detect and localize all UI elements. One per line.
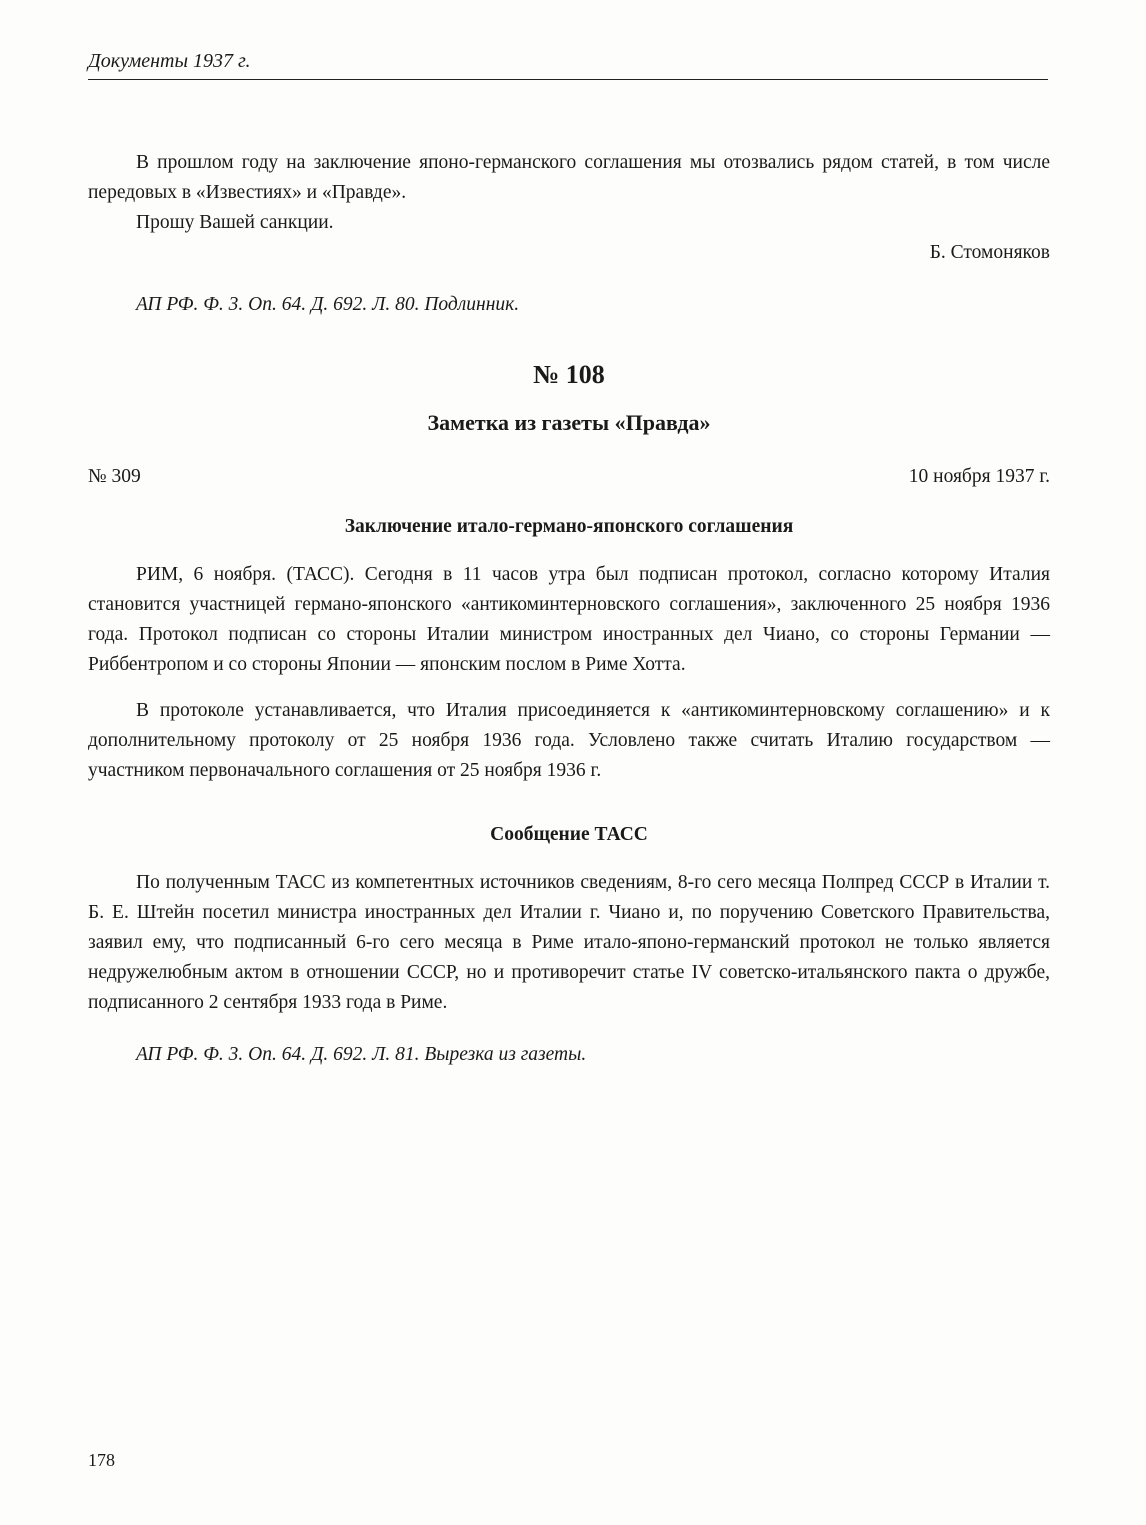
header-rule (88, 79, 1048, 80)
issue-meta-row (88, 462, 1050, 492)
running-header: Документы 1937 г. (88, 50, 251, 72)
issue-number: № 309 (88, 466, 141, 487)
archive-reference-prev: АП РФ. Ф. 3. Оп. 64. Д. 692. Л. 80. Подлинник. (136, 294, 520, 315)
section-1-paragraph-1: РИМ, 6 ноября. (ТАСС). Сегодня в 11 часов утра был подписан протокол, согласно которому Италия становится участницей германо-японского «антикоминтерновского соглашения», заключенного 25 ноября 1936 года. Протокол подписан со стороны Италии министром иностранных дел Чиано, со стороны Германии — Риббентропом и со стороны Японии — японским послом в Риме Хотта. (88, 564, 1050, 675)
page-content (88, 148, 1050, 1070)
archive-reference: АП РФ. Ф. 3. Оп. 64. Д. 692. Л. 81. Вырезка из газеты. (136, 1044, 587, 1065)
section-1-heading: Заключение итало-германо-японского соглашения (344, 516, 794, 537)
prev-paragraph-1: В прошлом году на заключение японо-германского соглашения мы отозвались рядом статей, в том числе передовых в «Известиях» и «Правде». (88, 152, 1050, 203)
issue-date: 10 ноября 1937 г. (908, 466, 1050, 487)
section-2-paragraph-1: По полученным ТАСС из компетентных источников сведениям, 8-го сего месяца Полпред СССР в Италии т. Б. Е. Штейн посетил министра иностранных дел Италии г. Чиано и, по поручению Советского Правительства, заявил ему, что подписанный 6-го сего месяца в Риме итало-японо-германский протокол не только является недружелюбным актом в отношении СССР, но и противоречит статье IV советско-итальянского пакта о дружбе, подписанного 2 сентября 1933 года в Риме. (88, 872, 1050, 1013)
document-title: Заметка из газеты «Правда» (427, 410, 711, 435)
page-number: 178 (88, 1450, 115, 1470)
prev-paragraph-2: Прошу Вашей санкции. (136, 212, 334, 233)
document-number: № 108 (533, 360, 605, 389)
section-1-paragraph-2: В протоколе устанавливается, что Италия присоединяется к «антикоминтерновскому соглашению» и к дополнительному протоколу от 25 ноября 1936 года. Условлено также считать Италию государством — участником первоначального соглашения от 25 ноября 1936 г. (88, 700, 1050, 781)
signature: Б. Стомоняков (929, 242, 1050, 263)
section-2-heading: Сообщение ТАСС (490, 824, 648, 845)
